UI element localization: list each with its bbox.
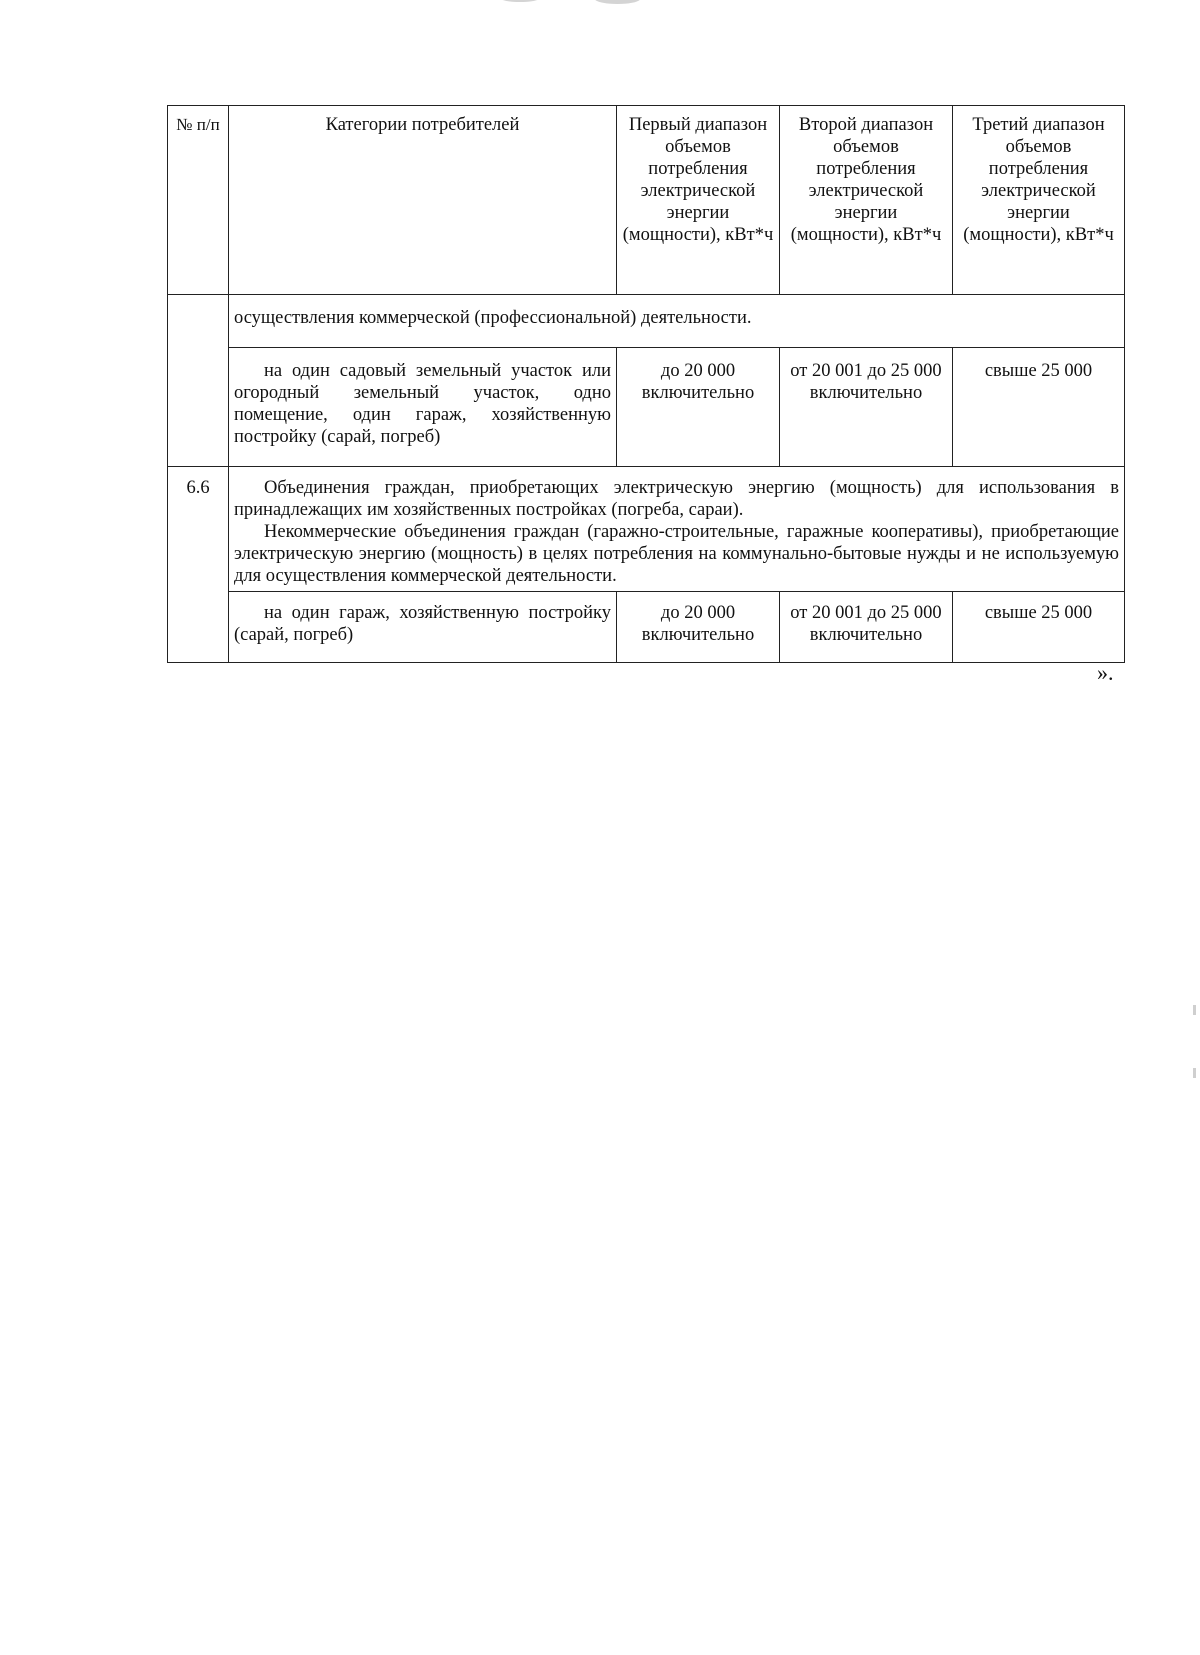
row-garage-range-1: до 20 000 включительно bbox=[617, 592, 780, 663]
section-paragraph-2: Некоммерческие объединения граждан (гаражно-строительные, гаражные кооперативы), приобретающие электрическую энергию (мощность) в целях потребления на коммунально-бытовые нужды и не используемую для осуществления коммерческой деятельности. bbox=[234, 522, 1119, 586]
row-garage-range-3: свыше 25 000 bbox=[953, 592, 1125, 663]
scan-edge-artifact bbox=[1193, 1068, 1196, 1078]
continuation-text: осуществления коммерческой (профессиональной) деятельности. bbox=[229, 295, 1125, 348]
section-paragraph-1: Объединения граждан, приобретающих электрическую энергию (мощность) для использования в принадлежащих им хозяйственных постройках (погреба, сараи). bbox=[234, 478, 1119, 520]
table-row bbox=[168, 348, 1125, 467]
table-row bbox=[168, 467, 1125, 592]
closing-quote: ». bbox=[1097, 660, 1114, 685]
scan-edge-artifact bbox=[1193, 1005, 1196, 1015]
header-range-3: Третий диапазон объемов потребления электрической энергии (мощности), кВт*ч bbox=[953, 106, 1125, 295]
header-range-1: Первый диапазон объемов потребления электрической энергии (мощности), кВт*ч bbox=[617, 106, 780, 295]
row-garden-range-1: до 20 000 включительно bbox=[617, 348, 780, 467]
table-row bbox=[168, 295, 1125, 348]
row-garden-category: на один садовый земельный участок или огородный земельный участок, одно помещение, один гараж, хозяйственную постройку (сарай, погреб) bbox=[229, 348, 617, 467]
row-garden-range-2: от 20 001 до 25 000 включительно bbox=[780, 348, 953, 467]
row-garage-category: на один гараж, хозяйственную постройку (сарай, погреб) bbox=[229, 592, 617, 663]
tariff-table bbox=[167, 105, 1125, 663]
section-description bbox=[229, 467, 1125, 592]
row-garage-range-2: от 20 001 до 25 000 включительно bbox=[780, 592, 953, 663]
header-range-2: Второй диапазон объемов потребления электрической энергии (мощности), кВт*ч bbox=[780, 106, 953, 295]
scan-artifact bbox=[500, 0, 640, 8]
header-category: Категории потребителей bbox=[229, 106, 617, 295]
table-row bbox=[168, 592, 1125, 663]
row-garden-range-3: свыше 25 000 bbox=[953, 348, 1125, 467]
num-cell-empty bbox=[168, 295, 229, 467]
section-number: 6.6 bbox=[168, 467, 229, 663]
table-header-row bbox=[168, 106, 1125, 295]
header-num: № п/п bbox=[168, 106, 229, 295]
